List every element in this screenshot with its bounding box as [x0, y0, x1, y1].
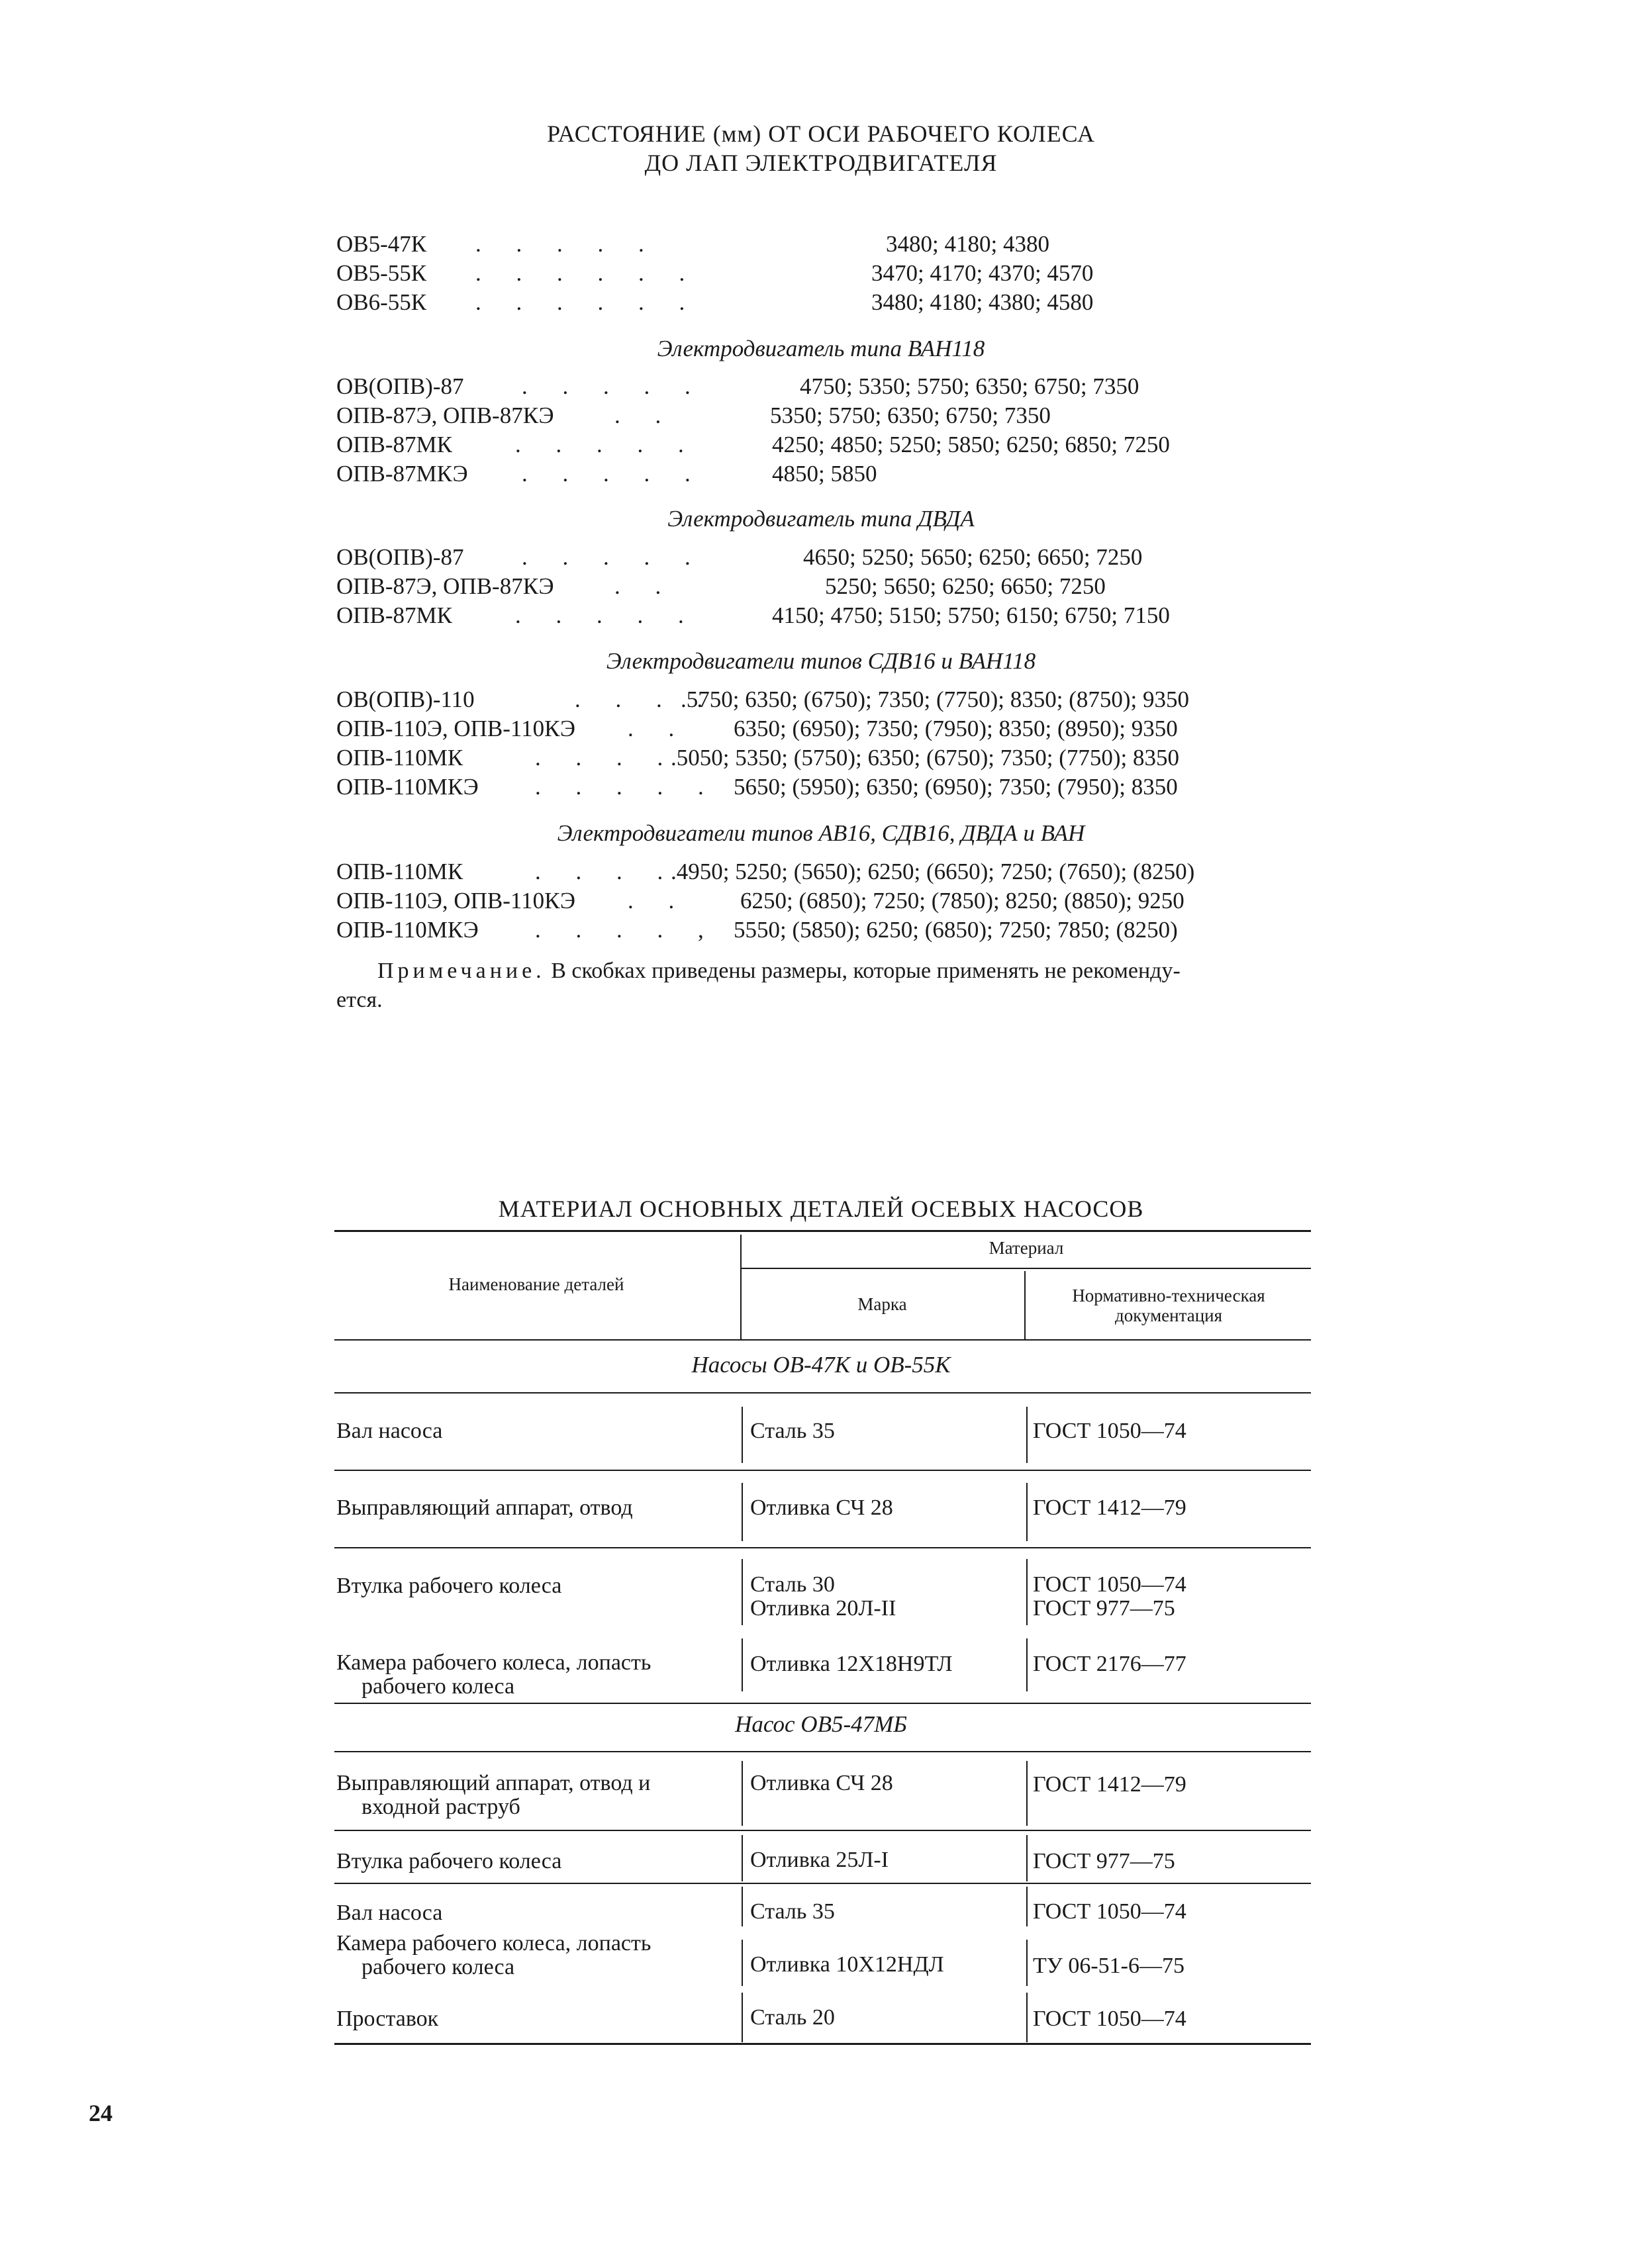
- header-part-name: Наименование деталей: [448, 1274, 624, 1294]
- row-leader-dots: . .: [614, 573, 676, 599]
- table-bottom-rule: [334, 2043, 1311, 2045]
- row-model: ОПВ-110МК: [336, 745, 463, 771]
- material-grade-line2: Отливка 20Л-II: [750, 1596, 896, 1621]
- header-material: Материал: [989, 1238, 1064, 1258]
- material-grade: Отливка 12Х18Н9ТЛ: [750, 1652, 953, 1676]
- distance-row: [336, 543, 1369, 572]
- part-name-line1: Выправляющий аппарат, отвод и: [336, 1771, 651, 1795]
- material-grade: Отливка СЧ 28: [750, 1771, 893, 1795]
- row-values: 3470; 4170; 4370; 4570: [871, 260, 1094, 286]
- part-name-line1: Камера рабочего колеса, лопасть: [336, 1650, 652, 1675]
- part-name: Вал насоса: [336, 1419, 443, 1443]
- row-leader-dots: . . . . .: [522, 373, 705, 399]
- row-rule: [334, 1547, 1311, 1548]
- distance-row: [336, 288, 1369, 317]
- normative-doc: ГОСТ 977—75: [1033, 1849, 1175, 1873]
- normative-doc-line1: ГОСТ 1050—74: [1033, 1572, 1186, 1597]
- row-rule: [334, 1830, 1311, 1831]
- material-grade: Сталь 35: [750, 1419, 835, 1443]
- distance-row: [336, 601, 1369, 630]
- material-grade: [750, 1573, 896, 1621]
- part-name: Вал насоса: [336, 1901, 443, 1925]
- distance-row: [336, 743, 1369, 773]
- row-values: 3480; 4180; 4380; 4580: [871, 289, 1094, 315]
- distance-row: [336, 773, 1369, 802]
- section1-title-line1: РАССТОЯНИЕ (мм) ОТ ОСИ РАБОЧЕГО КОЛЕСА: [547, 120, 1095, 147]
- pump-group-heading: Насос ОВ5-47МБ: [735, 1711, 907, 1737]
- row-rule: [334, 1751, 1311, 1752]
- row-values: 3480; 4180; 4380: [886, 231, 1049, 257]
- header-doc-line1: Нормативно-техническая: [1072, 1286, 1265, 1305]
- row-model: ОПВ-110Э, ОПВ-110КЭ: [336, 888, 575, 914]
- row-model: ОВ(ОПВ)-87: [336, 544, 464, 570]
- row-values: 4150; 4750; 5150; 5750; 6150; 6750; 7150: [772, 602, 1170, 628]
- row-values: .5750; 6350; (6750); 7350; (7750); 8350; (8750); 9350: [681, 686, 1190, 712]
- distance-row: [336, 459, 1369, 489]
- row-leader-dots: . . . .: [535, 859, 678, 884]
- row-model: ОПВ-87МКЭ: [336, 461, 468, 487]
- row-leader-dots: . . . .: [535, 745, 678, 771]
- header-bottom-rule: [334, 1339, 1311, 1341]
- row-values: .4950; 5250; (5650); 6250; (6650); 7250; (7650); (8250): [671, 859, 1195, 884]
- normative-doc: ГОСТ 1050—74: [1033, 1899, 1186, 1924]
- normative-doc: ГОСТ 1050—74: [1033, 1419, 1186, 1443]
- column-divider: [742, 1761, 743, 1826]
- section1-title: [331, 119, 1311, 177]
- row-rule: [334, 1392, 1311, 1394]
- normative-doc-line2: ГОСТ 977—75: [1033, 1596, 1175, 1621]
- distance-row: [336, 886, 1369, 916]
- note-paragraph: [336, 957, 1316, 1015]
- header-doc-line2: документация: [1114, 1305, 1223, 1325]
- row-leader-dots: . . . . .: [515, 602, 699, 628]
- distance-row: [336, 372, 1369, 401]
- row-model: ОПВ-110МКЭ: [336, 917, 479, 943]
- row-leader-dots: . . . . .: [522, 461, 705, 487]
- distance-row: [336, 857, 1369, 886]
- row-model: ОПВ-87Э, ОПВ-87КЭ: [336, 573, 554, 599]
- row-values: 5350; 5750; 6350; 6750; 7350: [770, 402, 1051, 428]
- row-values: .5050; 5350; (5750); 6350; (6750); 7350; (7750); 8350: [671, 745, 1180, 771]
- row-model: ОПВ-87МК: [336, 602, 453, 628]
- column-divider: [742, 1483, 743, 1541]
- material-header-rule: [742, 1268, 1311, 1269]
- normative-doc: [1033, 1573, 1186, 1621]
- row-values: 5550; (5850); 6250; (6850); 7250; 7850; (8250): [734, 917, 1178, 943]
- normative-doc: ГОСТ 1050—74: [1033, 2007, 1186, 2031]
- pump-group-heading: Насосы ОВ-47К и ОВ-55К: [691, 1352, 951, 1378]
- part-name: [336, 1772, 650, 1819]
- distance-row: [336, 259, 1369, 288]
- column-divider: [742, 1407, 743, 1463]
- row-rule: [334, 1883, 1311, 1884]
- row-values: 4750; 5350; 5750; 6350; 6750; 7350: [800, 373, 1139, 399]
- row-rule: [334, 1703, 1311, 1704]
- distance-row: [336, 685, 1369, 714]
- part-name: Выправляющий аппарат, отвод: [336, 1495, 633, 1520]
- column-divider: [1026, 1407, 1028, 1463]
- material-grade-line1: Сталь 30: [750, 1572, 835, 1597]
- row-model: ОПВ-87МК: [336, 432, 453, 457]
- material-grade: Сталь 35: [750, 1899, 835, 1924]
- part-name-line2: входной раструб: [362, 1795, 520, 1819]
- material-grade: Отливка 10Х12НДЛ: [750, 1952, 944, 1977]
- column-divider: [742, 1638, 743, 1691]
- part-name-line1: Камера рабочего колеса, лопасть: [336, 1931, 652, 1956]
- section1-title-line2: ДО ЛАП ЭЛЕКТРОДВИГАТЕЛЯ: [644, 150, 998, 176]
- part-name: [336, 1651, 651, 1699]
- normative-doc: ГОСТ 2176—77: [1033, 1652, 1186, 1676]
- table-top-rule: [334, 1230, 1311, 1232]
- row-leader-dots: . . . . .: [522, 544, 705, 570]
- section2-title: МАТЕРИАЛ ОСНОВНЫХ ДЕТАЛЕЙ ОСЕВЫХ НАСОСОВ: [498, 1196, 1144, 1222]
- row-values: 4850; 5850: [772, 461, 877, 487]
- row-leader-dots: . . . .: [575, 686, 718, 712]
- row-model: ОВ5-55К: [336, 260, 427, 286]
- column-divider: [1026, 1638, 1028, 1691]
- row-leader-dots: . . . . .: [515, 432, 699, 457]
- row-model: ОПВ-110Э, ОПВ-110КЭ: [336, 716, 575, 741]
- group-heading: Электродвигатель типа ВАН118: [657, 336, 985, 361]
- column-divider: [742, 1940, 743, 1986]
- header-grade: Марка: [857, 1294, 907, 1314]
- row-rule: [334, 1470, 1311, 1471]
- column-divider: [1026, 1483, 1028, 1541]
- row-leader-dots: . . . . . .: [475, 260, 700, 286]
- row-values: 6350; (6950); 7350; (7950); 8350; (8950); 9350: [734, 716, 1178, 741]
- row-model: ОПВ-110МКЭ: [336, 774, 479, 800]
- row-values: 4250; 4850; 5250; 5850; 6250; 6850; 7250: [772, 432, 1170, 457]
- row-leader-dots: . .: [614, 402, 676, 428]
- material-grade: Отливка 25Л-I: [750, 1848, 889, 1872]
- row-leader-dots: . . . . .: [535, 774, 718, 800]
- part-name-line2: рабочего колеса: [362, 1674, 515, 1699]
- group-heading: Электродвигатели типов АВ16, СДВ16, ДВДА и ВАН: [557, 820, 1085, 846]
- part-name: Проставок: [336, 2007, 439, 2031]
- material-grade: Сталь 20: [750, 2005, 835, 2030]
- distance-row: [336, 230, 1369, 259]
- header-normative-doc: [1026, 1286, 1311, 1325]
- part-name-line2: рабочего колеса: [362, 1955, 515, 1979]
- distance-row: [336, 430, 1369, 459]
- note-text: В скобках приведены размеры, которые применять не рекоменду-: [545, 959, 1181, 983]
- part-name: Втулка рабочего колеса: [336, 1574, 562, 1598]
- row-leader-dots: . .: [628, 716, 689, 741]
- row-values: 6250; (6850); 7250; (7850); 8250; (8850); 9250: [740, 888, 1184, 914]
- row-model: ОВ5-47К: [336, 231, 427, 257]
- column-divider: [742, 1559, 743, 1625]
- normative-doc: ТУ 06-51-6—75: [1033, 1954, 1184, 1978]
- column-divider: [742, 1887, 743, 1926]
- row-leader-dots: . . . . .: [475, 231, 659, 257]
- column-divider: [742, 1835, 743, 1881]
- column-divider: [1026, 1993, 1028, 2042]
- row-leader-dots: . . . . . .: [475, 289, 700, 315]
- distance-row: [336, 714, 1369, 743]
- material-grade: Отливка СЧ 28: [750, 1495, 893, 1520]
- distance-row: [336, 572, 1369, 601]
- row-leader-dots: . . . . ,: [535, 917, 718, 943]
- column-divider: [1026, 1559, 1028, 1625]
- row-values: 5650; (5950); 6350; (6950); 7350; (7950); 8350: [734, 774, 1178, 800]
- normative-doc: ГОСТ 1412—79: [1033, 1772, 1186, 1797]
- row-model: ОПВ-110МК: [336, 859, 463, 884]
- row-model: ОВ(ОПВ)-110: [336, 686, 475, 712]
- column-divider: [1026, 1835, 1028, 1881]
- row-model: ОВ6-55К: [336, 289, 427, 315]
- group-heading: Электродвигатель типа ДВДА: [667, 506, 975, 532]
- column-divider: [742, 1993, 743, 2042]
- part-name: Втулка рабочего колеса: [336, 1849, 562, 1873]
- distance-row: [336, 401, 1369, 430]
- row-values: 5250; 5650; 6250; 6650; 7250: [825, 573, 1106, 599]
- part-name: [336, 1932, 651, 1979]
- row-model: ОПВ-87Э, ОПВ-87КЭ: [336, 402, 554, 428]
- row-leader-dots: . .: [628, 888, 689, 914]
- row-model: ОВ(ОПВ)-87: [336, 373, 464, 399]
- note-label: Примечание.: [377, 959, 546, 983]
- page-number: 24: [89, 2100, 113, 2126]
- column-divider: [1026, 1761, 1028, 1826]
- normative-doc: ГОСТ 1412—79: [1033, 1495, 1186, 1520]
- header-divider: [1024, 1271, 1026, 1339]
- row-values: 4650; 5250; 5650; 6250; 6650; 7250: [803, 544, 1143, 570]
- distance-row: [336, 916, 1369, 945]
- group-heading: Электродвигатели типов СДВ16 и ВАН118: [606, 648, 1036, 674]
- column-divider: [1026, 1940, 1028, 1986]
- column-divider: [1026, 1887, 1028, 1926]
- note-text-continued: ется.: [336, 988, 383, 1012]
